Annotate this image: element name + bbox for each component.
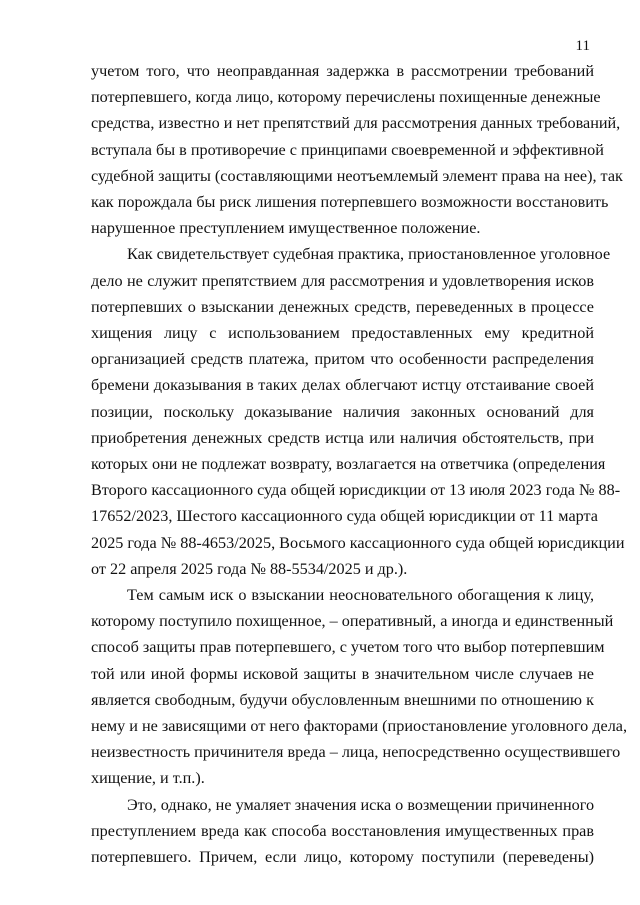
text-line: Тем самым иск о взыскании неосновательного обогащения к лицу, [127,586,594,605]
page-number: 11 [575,38,590,54]
text-line: учетом того, что неоправданная задержка в рассмотрении требований [91,62,594,80]
text-line: Как свидетельствует судебная практика, приостановленное уголовное [127,245,611,264]
text-line: преступлением вреда как способа восстановления имущественных прав [91,821,594,840]
text-line: которых они не подлежат возврату, возлагается на ответчика (определения [91,455,606,474]
paragraph [91,58,623,241]
paragraph [91,582,628,792]
text-line: вступала бы в противоречие с принципами своевременной и эффективной [91,140,604,159]
text-line: той или иной формы исковой защиты в значительном числе случаев не [91,664,594,683]
text-line: судебной защиты (составляющими неотъемлемый элемент права на нее), так [91,166,623,185]
text-line: потерпевшего. Причем, если лицо, которому поступили (переведены) [91,848,594,867]
text-line: потерпевших о взыскании денежных средств, переведенных в процессе [91,297,594,316]
text-line: дело не служит препятствием для рассмотрения и удовлетворения исков [91,271,594,290]
text-line: как порождала бы риск лишения потерпевшего возможности восстановить [91,193,609,212]
paragraph [91,792,594,871]
text-line: средства, известно и нет препятствий для рассмотрения данных требований, [91,114,621,133]
text-line: позиции, поскольку доказывание наличия законных оснований для [91,402,594,421]
text-line: хищения лицу с использованием предоставленных ему кредитной [91,324,594,343]
text-line: 2025 года № 88-4653/2025, Восьмого кассационного суда общей юрисдикции [91,533,625,552]
text-line: способ защиты прав потерпевшего, с учетом того что выбор потерпевшим [91,638,605,657]
text-line: нему и не зависящими от него факторами (приостановление уголовного дела, [91,717,628,736]
text-line: является свободным, будучи обусловленным внешними по отношению к [91,690,594,709]
text-line: хищение, и т.п.). [91,769,205,788]
document-body [91,58,628,870]
text-line: от 22 апреля 2025 года № 88-5534/2025 и др.). [91,559,408,578]
text-line: приобретения денежных средств истца или наличия обстоятельств, при [91,428,594,447]
text-line: Второго кассационного суда общей юрисдикции от 13 июля 2023 года № 88- [91,481,621,500]
text-line: нарушенное преступлением имущественное положение. [91,219,481,238]
text-line: 17652/2023, Шестого кассационного суда общей юрисдикции от 11 марта [91,507,598,526]
text-line: неизвестность причинителя вреда – лица, непосредственно осуществившего [91,743,621,762]
text-line: которому поступило похищенное, – оперативный, а иногда и единственный [91,612,614,631]
text-line: организацией средств платежа, притом что особенности распределения [91,350,594,369]
text-line: Это, однако, не умаляет значения иска о возмещении причиненного [127,795,595,814]
text-line: потерпевшего, когда лицо, которому перечислены похищенные денежные [91,88,601,107]
paragraph [91,241,625,582]
text-line: бремени доказывания в таких делах облегчают истцу отстаивание своей [91,376,594,395]
